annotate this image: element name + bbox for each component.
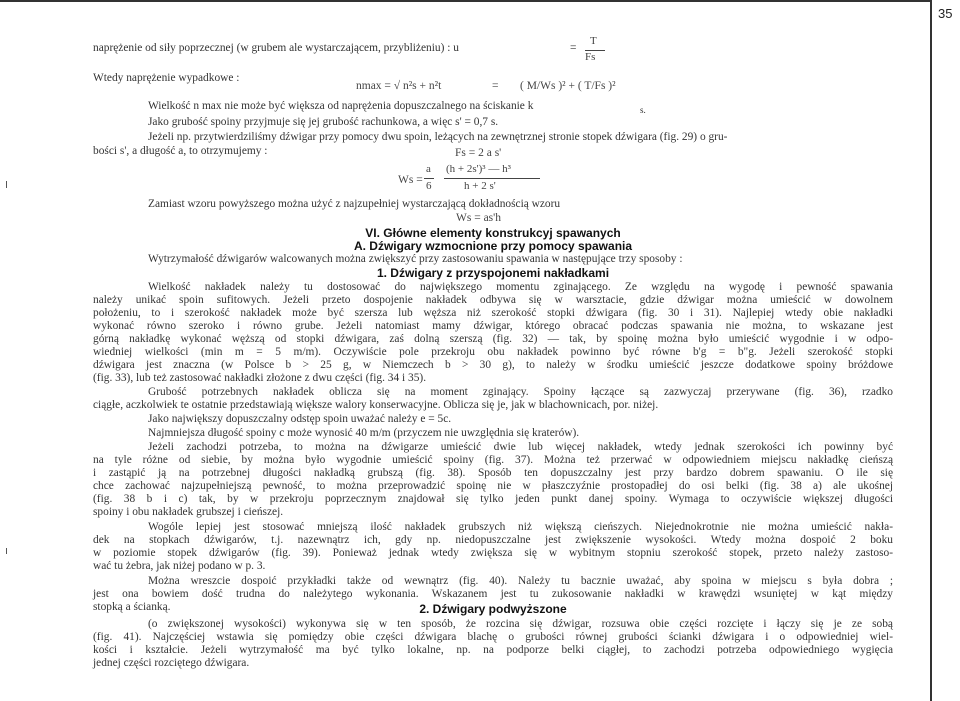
formula-ws-lhs: Ws = [398,174,423,186]
formula-t-numerator: T [590,35,597,47]
text-line: (o zwiększonej wysokości) wykonywa się w ten sposób, że rozcina się dźwigar, rozsuwa obie części rozcięte i łączy się je ze sobą [148,618,893,630]
text-line: dek na stopkach dźwigarów, t.j. nazewnątrz ich, gdy np. niedopuszczalne jest zwiększenie wysokości. Wtedy można dospoić 2 boku [93,534,893,546]
page-frame-right [930,0,932,701]
text-line: Wielkość nakładek należy tu dostosować do największego momentu zginającego. Ze względu na wygodę i pewność spawania [148,281,893,293]
text-line: dźwigara jest znaczna (w Polsce b > 25 g, w Niemczech b > 30 g), to należy w środku umieścić jeszcze dodatkowe spoiny bróżdowe [93,359,893,371]
formula-ws-denominator: h + 2 s' [464,180,496,192]
formula-equals: = [492,80,499,92]
text-line: wiedniej wielkości (min m = 5 m/m). Oczywiście pole przekroju obu nakładek powinno być równe b'g = b"g. Jeżeli szerokość stopki [93,346,893,358]
text-line: Grubość potrzebnych nakładek oblicza się na moment zginający. Spoiny łączące są zazwyczaj przerywane (fig. 36), rzadko [148,386,893,398]
text-line: Wogóle lepiej jest stosować mniejszą ilość nakładek grubszych niż większą cieńszych. Niejednokrotnie nie można umieścić nakła- [148,521,893,533]
text-line: Wtedy naprężenie wypadkowe : [93,72,240,84]
page-number: 35 [938,6,953,21]
formula-resultant-rhs: ( M/Ws )² + ( T/Fs )² [520,80,616,92]
formula-fs: Fs = 2 a s' [455,147,502,159]
text-line: Można wreszcie dospoić przykładki także od wewnątrz (fig. 40). Należy tu bacznie uważać, aby spoina w miejscu s była dobra ; [148,575,893,587]
equals-sign: = [570,42,577,54]
text-line: należy unikać spoin sufitowych. Jeżeli przeto dospojenie nakładek odbywa się w warsztacie, gdzie dźwigar można umieścić w dowolnem [93,294,893,306]
text-line: Jeżeli np. przytwierdziliśmy dźwigar przy pomocy dwu spoin, leżących na zewnętrznej stronie stopek dźwigara (fig. 29) o gru- [148,131,728,143]
text-line: (fig. 38 b i c) tak, by w przekroju poprzecznym znajdował się tylko jeden punkt danej spoiny. Wymaga to oczywiście większej długości [93,493,893,505]
text-line: spoiny i obu nakładek grubszej i cieńszej. [93,506,284,518]
formula-6-denominator: 6 [426,180,432,192]
text-line: stopką a ścianką. [93,601,171,613]
formula-nmax: nmax = √ n²s + n²t [356,80,442,92]
fraction-bar [444,178,540,179]
text-line: Wytrzymałość dźwigarów walcowanych można zwiększyć przy zastosowaniu spawania w następujące trzy sposoby : [148,253,683,265]
text-line: i zastąpić ją na potrzebnej długości nakładką grubszą (fig. 38). Sposób ten dopuszczalny jest przy bardzo dobrem spawaniu. O ile się [93,467,893,479]
subsection-heading-2: 2. Dźwigary podwyższone [419,602,567,616]
text-line: bości s', a długość a, to otrzymujemy : [93,145,268,157]
text-line: wać tu żebra, jak niżej podano w p. 3. [93,560,266,572]
text-line: jest ona bowiem dość trudna do należytego wykonania. Wskazanem jest tu zukosowanie nakładki w krawędzi wsuniętej w kąt między [93,588,893,600]
formula-ws-numerator: (h + 2s')³ — h³ [446,163,511,175]
formula-a-numerator: a [426,163,431,175]
text-line: położeniu, to i szerokość nakładek może być szersza lub węższa niż szerokość stopki dźwigara (fig. 30 i 31). Najlepiej wtedy obie nakładki [93,307,893,319]
text-line: na tyle różne od siebie, by można było wygodnie umieścić spoiny (fig. 37). Można też przerwać w odpowiedniem miejscu nakładkę cieńszą [93,454,893,466]
text-line: (fig. 41). Najczęściej wstawia się pomiędzy obie części dźwigara blachę o grubości równej grubości ścianki dźwigara i o odpowiedniej wiel- [93,631,893,643]
subscript-s: s. [640,105,646,115]
text-line: Najmniejsza długość spoiny c może wynosić 40 m/m (przyczem nie uwzględnia się kraterów). [148,427,580,439]
text-line: naprężenie od siły poprzecznej (w grubem ale wystarczającem, przybliżeniu) : u [93,42,459,54]
subsection-heading-a: A. Dźwigary wzmocnione przy pomocy spawania [353,239,633,253]
margin-speck [6,181,7,188]
text-line: chce zachować najzupełniejszą pewność, to można przeprowadzić spoinę nie w płaszczyźnie prostopadłej do osi belki (fig. 38 a) ale ukośnej [93,480,893,492]
text-line: w poziomie stopek dźwigarów (fig. 39). Ponieważ jednak wtedy zwiększa się w wybitnym stopniu szerokość stopek, przeto należy zastoso- [93,547,893,559]
subsection-heading-1: 1. Dźwigary z przyspojonemi nakładkami [376,266,610,280]
text-line: Jako największy dopuszczalny odstęp spoin uważać należy e = 5c. [148,413,452,425]
text-line: Wielkość n max nie może być większa od naprężenia dopuszczalnego na ściskanie k [148,100,534,112]
text-line: Jeżeli zachodzi potrzeba, to można na dźwigarze umieścić dwie lub więcej nakładek, wtedy jednak szerokości ich powinny być [148,441,893,453]
section-heading-vi: VI. Główne elementy konstrukcyj spawanych [365,226,621,240]
fraction-bar [424,178,434,179]
margin-speck [6,548,7,554]
text-line: Zamiast wzoru powyższego można użyć z najzupełniej wystarczającą dokładnością wzoru [148,198,561,210]
formula-ws-approx: Ws = as'h [456,212,501,224]
text-line: wykonać równo szeroko i równo grube. Jeżeli natomiast mamy dźwigar, którego obracać podczas spawania nie można, to wskazane jest [93,320,893,332]
text-line: Jako grubość spoiny przyjmuje się jej grubość rachunkowa, a więc s' = 0,7 s. [148,116,499,128]
text-line: (fig. 33), lub też zastosować nakładki złożone z dwu części (fig. 34 i 35). [93,372,427,384]
text-line: ciągłe, aczkolwiek te ostatnie przedstawiają większe walory konserwacyjne. Oblicza się je, jak w blachownicach, por. niżej. [93,399,659,411]
text-line: górną nakładkę wykonać węższą od stopki dźwigara, zaś dolną szerszą (fig. 32) — tak, by spoinę można było umieścić wygodnie i w odpo- [93,333,893,345]
text-line: jednej części rozciętego dźwigara. [93,657,250,669]
page-frame-top [0,0,930,2]
formula-fs-denominator: Fs [585,51,596,63]
text-line: kości i kształcie. Jeżeli wytrzymałość ma być tylko lokalne, np. na podporze belki ciągłej, to zachodzi potrzeba odpowiedniego wygięcia [93,644,893,656]
